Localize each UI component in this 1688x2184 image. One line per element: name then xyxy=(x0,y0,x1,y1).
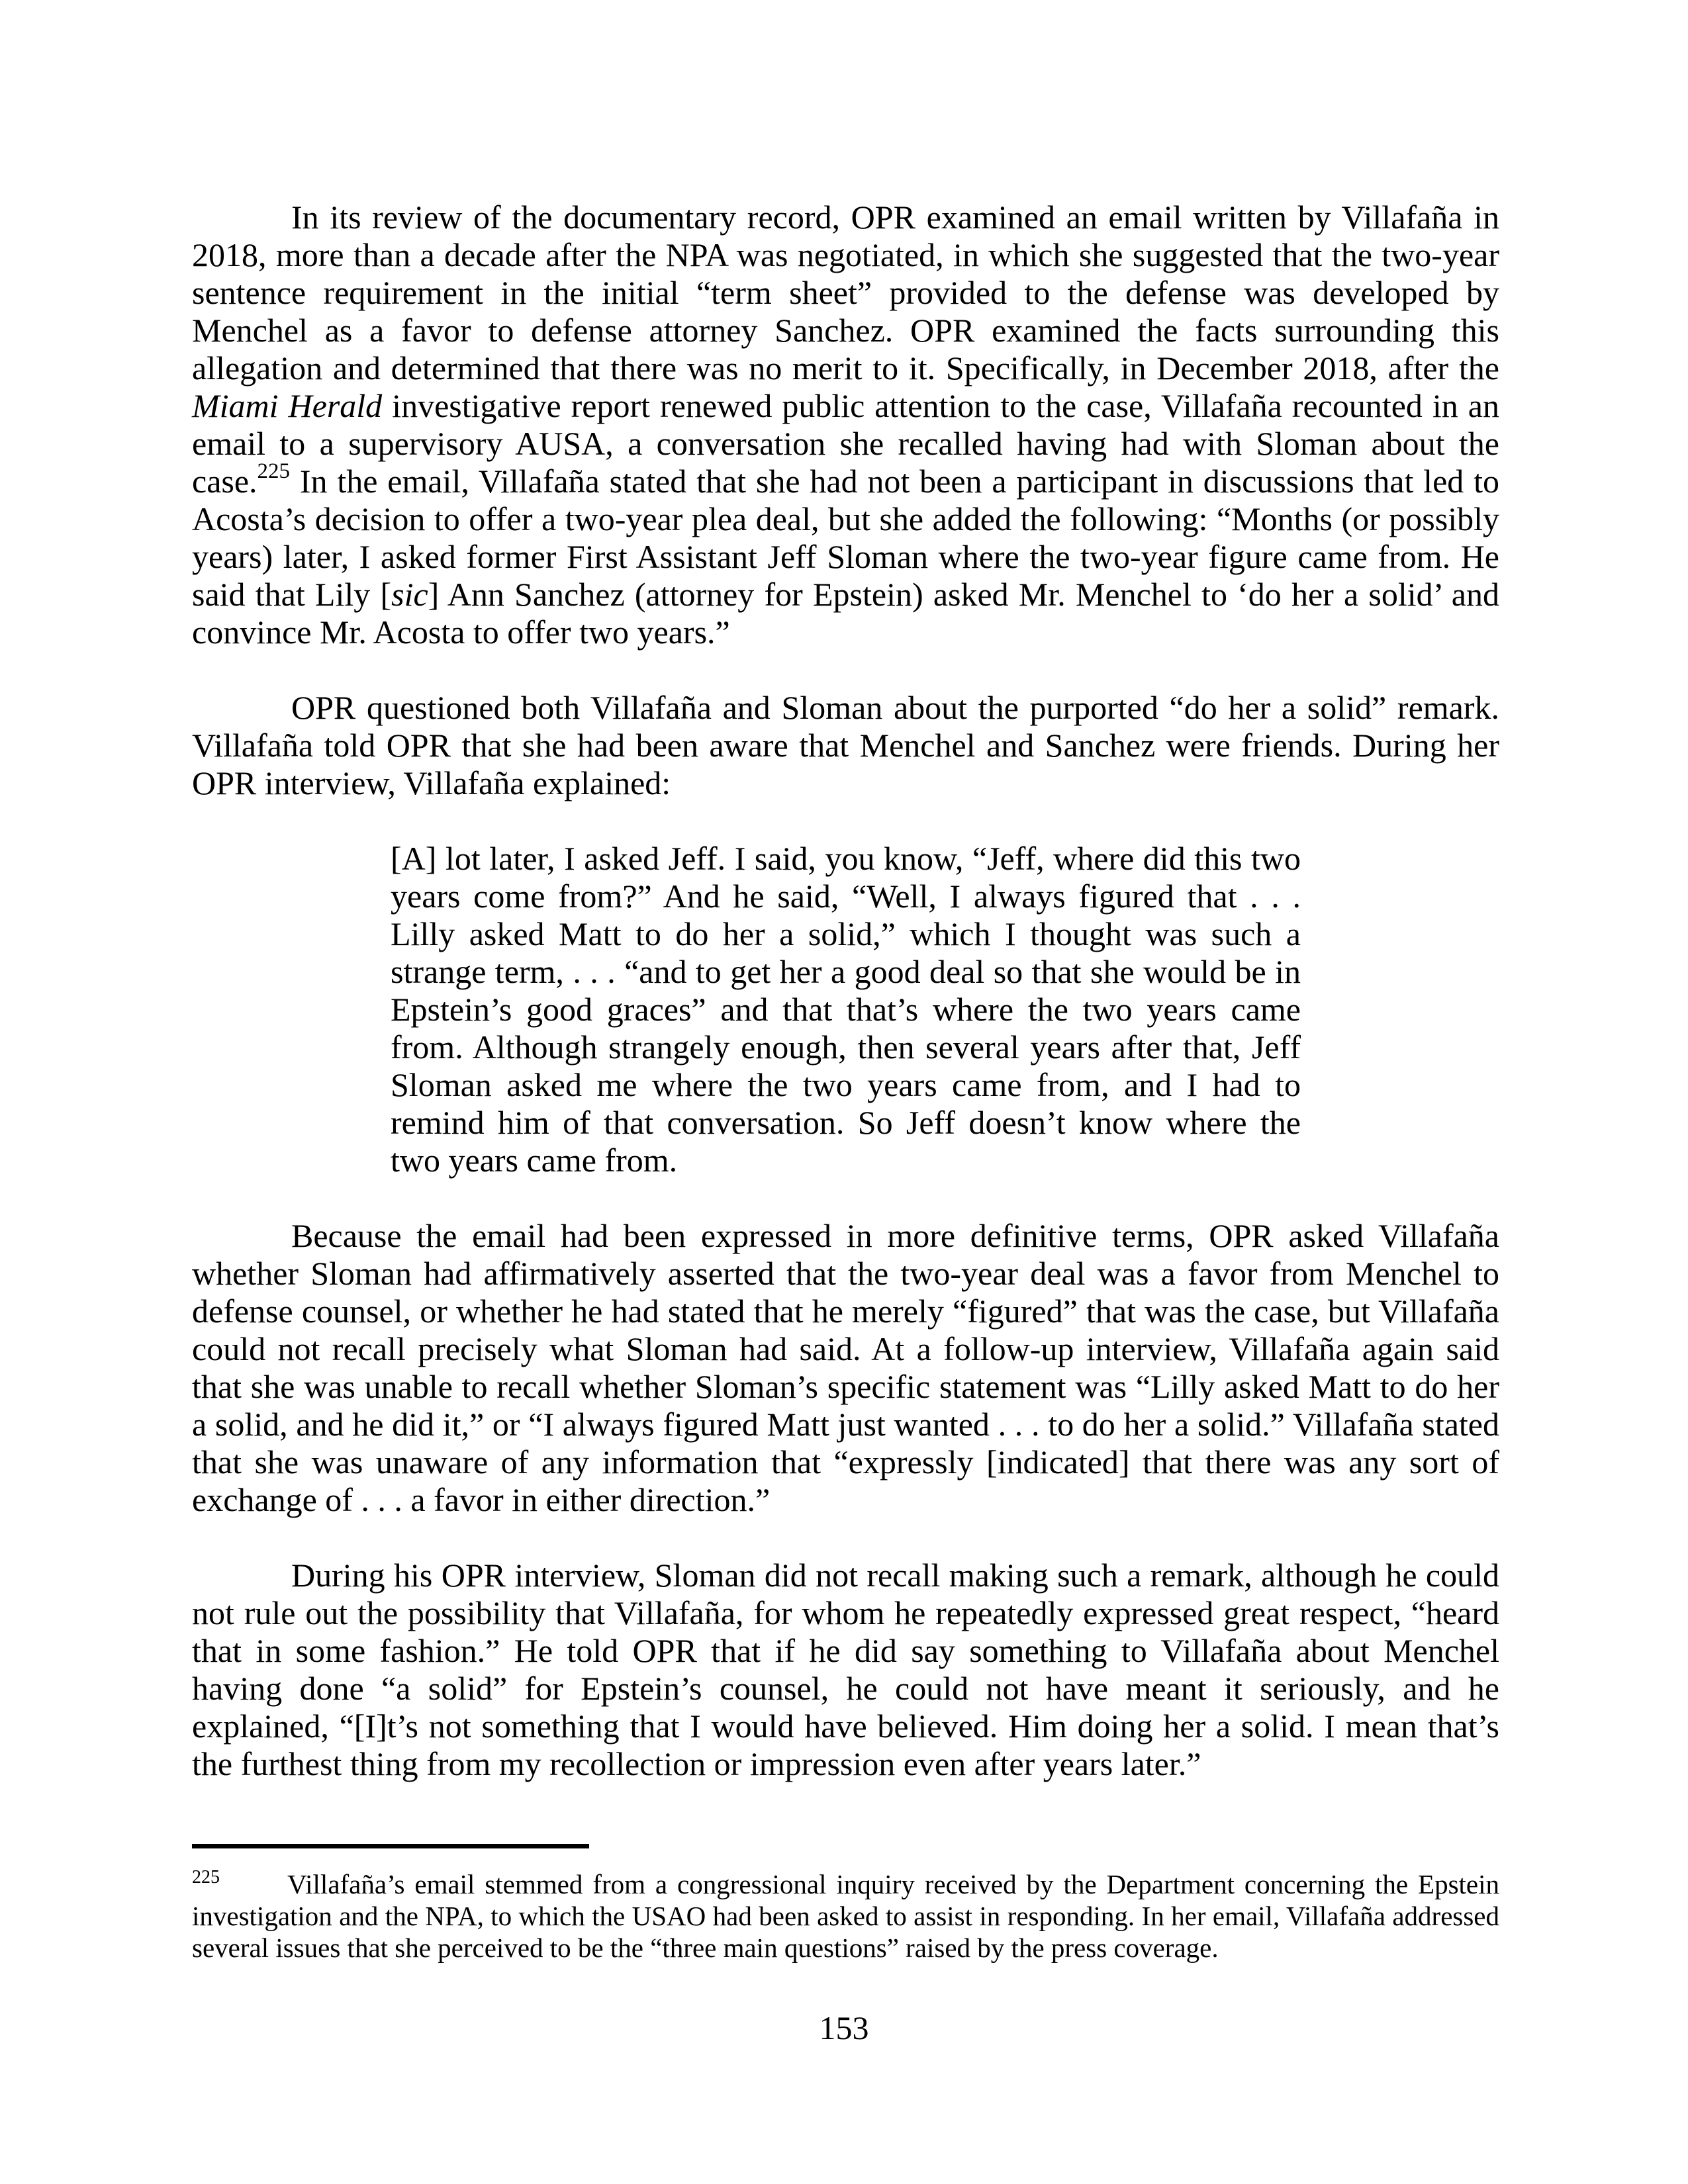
paragraph-1-text-c: In the email, Villafaña stated that she had not been a participant in discussions that led to Acosta’s decision to offer a two-year plea deal, but she added the following: “Months (or possibly years) later, I asked former First Assistant Jeff Sloman where the two-year figure came from. He said that Lily [ xyxy=(192,463,1499,613)
footnote-reference-225: 225 xyxy=(257,459,291,483)
footnote-225 xyxy=(192,1868,1499,1964)
footnote-area xyxy=(192,1844,1499,1964)
sic-italic: sic xyxy=(391,576,428,613)
paragraph-sloman-interview: During his OPR interview, Sloman did not recall making such a remark, although he could not rule out the possibility that Villafaña, for whom he repeatedly expressed great respect, “heard that in some fashion.” He told OPR that if he did say something to Villafaña about Menchel having done “a solid” for Epstein’s counsel, he could not have meant it seriously, and he explained, “[I]t’s not something that I would have believed. Him doing her a solid. I mean that’s the furthest thing from my recollection or impression even after years later.” xyxy=(192,1557,1499,1782)
page-body xyxy=(192,199,1499,1821)
paragraph-opr-questioned: OPR questioned both Villafaña and Sloman about the purported “do her a solid” remark. Villafaña told OPR that she had been aware that Menchel and Sanchez were friends. During her OPR interview, Villafaña explained: xyxy=(192,689,1499,801)
paragraph-because-email: Because the email had been expressed in more definitive terms, OPR asked Villafaña whether Sloman had affirmatively asserted that the two-year deal was a favor from Menchel to defense counsel, or whether he had stated that he merely “figured” that was the case, but Villafaña could not recall precisely what Sloman had said. At a follow-up interview, Villafaña again said that she was unable to recall whether Sloman’s specific statement was “Lilly asked Matt to do her a solid, and he did it,” or “I always figured Matt just wanted . . . to do her a solid.” Villafaña stated that she was unaware of any information that “expressly [indicated] that there was any sort of exchange of . . . a favor in either direction.” xyxy=(192,1217,1499,1518)
villafana-interview-blockquote: [A] lot later, I asked Jeff. I said, you know, “Jeff, where did this two years come from?” And he said, “Well, I always figured that . . . Lilly asked Matt to do her a solid,” which I thought was such a strange term, . . . “and to get her a good deal so that she would be in Epstein’s good graces” and that that’s where the two years came from. Although strangely enough, then several years after that, Jeff Sloman asked me where the two years came from, and I had to remind him of that conversation. So Jeff doesn’t know where the two years came from. xyxy=(391,840,1301,1179)
footnote-225-number: 225 xyxy=(192,1867,220,1888)
paragraph-1-text-a: In its review of the documentary record, OPR examined an email written by Villafaña in 2018, more than a decade after the NPA was negotiated, in which she suggested that the two-year sentence requirement in the initial “term sheet” provided to the defense was developed by Menchel as a favor to defense attorney Sanchez. OPR examined the facts surrounding this allegation and determined that there was no merit to it. Specifically, in December 2018, after the xyxy=(192,199,1499,387)
page-number: 153 xyxy=(819,2009,869,2046)
footnote-225-text: Villafaña’s email stemmed from a congressional inquiry received by the Department concerning the Epstein investigation and the NPA, to which the USAO had been asked to assist in responding. In her email, Villafaña addressed several issues that she perceived to be the “three main questions” raised by the press coverage. xyxy=(192,1869,1499,1963)
paragraph-1-text-d: ] Ann Sanchez (attorney for Epstein) asked Mr. Menchel to ‘do her a solid’ and convince Mr. Acosta to offer two years.” xyxy=(192,576,1500,651)
paragraph-opr-email-review xyxy=(192,199,1499,651)
footnote-separator-rule xyxy=(192,1844,589,1848)
paragraph-1-text-b: investigative report renewed public attention to the case, Villafaña recounted in an email to a supervisory AUSA, a conversation she recalled having had with Sloman about the case. xyxy=(192,387,1499,500)
miami-herald-italic: Miami Herald xyxy=(192,387,383,424)
